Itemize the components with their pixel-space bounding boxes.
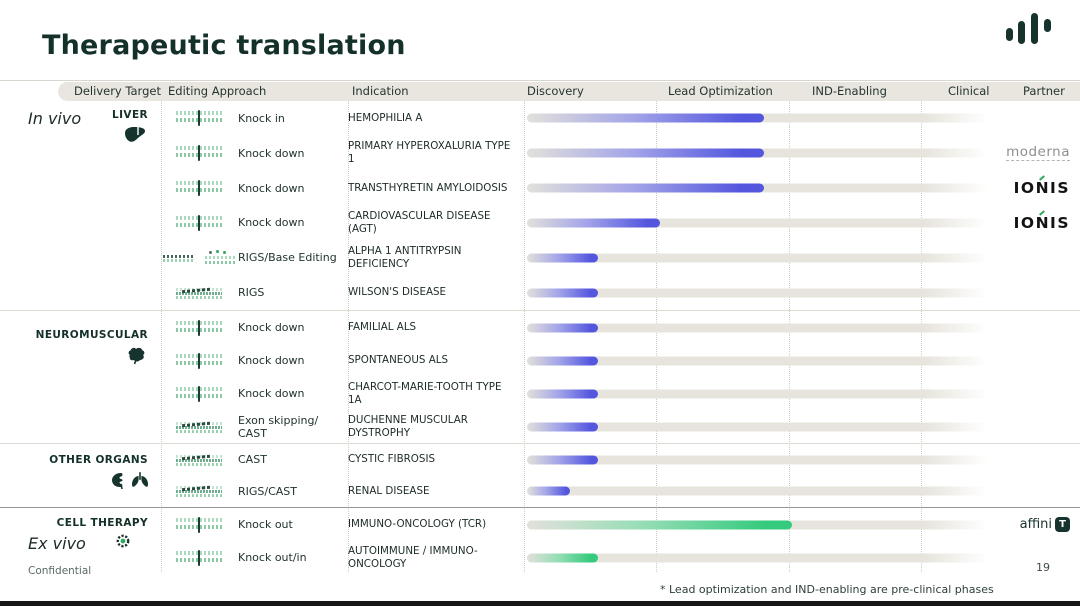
pipeline-chart-cell [524, 344, 998, 377]
col-header-indication: Indication [352, 84, 409, 98]
progress-bar [527, 218, 660, 227]
partner-cell [998, 214, 1080, 232]
page-number: 19 [1036, 561, 1050, 574]
genome-edit-icon [176, 145, 222, 161]
editing-approach-label: Knock down [238, 216, 305, 230]
cell-icon [114, 532, 132, 550]
pipeline-row [160, 240, 1080, 275]
target-label: OTHER ORGANS [49, 454, 148, 466]
pipeline-chart-cell [524, 275, 998, 310]
progress-bar [527, 288, 598, 297]
genome-edit-icon [176, 180, 222, 196]
indication-label: HEMOPHILIA A [348, 111, 423, 124]
indication-label: ALPHA 1 ANTITRYPSIN DEFICIENCY [348, 244, 462, 270]
indication-label: CYSTIC FIBROSIS [348, 453, 436, 466]
table-top-divider [0, 80, 1080, 81]
col-header-lead-optimization: Lead Optimization [668, 84, 773, 98]
section-cell-therapy [0, 507, 1080, 574]
section-other-organs [0, 443, 1080, 507]
col-header-discovery: Discovery [527, 84, 584, 98]
pipeline-row [160, 136, 1080, 171]
genome-edit-icon [176, 285, 222, 301]
progress-bar [527, 114, 764, 123]
pipeline-chart-cell [524, 171, 998, 206]
column-header-row [58, 82, 1080, 101]
progress-bar [527, 149, 764, 158]
pipeline-chart-cell [524, 476, 998, 508]
pipeline-chart-cell [524, 377, 998, 410]
genome-edit-icon [176, 320, 222, 336]
delivery-target-cell [0, 508, 160, 574]
indication-label: CARDIOVASCULAR DISEASE (AGT) [348, 210, 491, 235]
indication-label: DUCHENNE MUSCULAR DYSTROPHY [348, 413, 468, 439]
editing-approach-label: RIGS [238, 286, 265, 300]
ionis-logo: IONIS [1013, 179, 1070, 198]
pipeline-row [160, 508, 1080, 541]
genome-edit-icon [176, 386, 222, 402]
affini-t-text: affini [1019, 517, 1052, 532]
pipeline-row [160, 541, 1080, 574]
slide-bottom-bar [0, 601, 1080, 606]
progress-bar [527, 553, 598, 562]
pipeline-chart-cell [524, 311, 998, 344]
genome-edit-icon [163, 250, 235, 266]
editing-approach-label: Knock down [238, 321, 305, 334]
delivery-target-cell [0, 101, 160, 310]
delivery-target-cell [0, 444, 160, 507]
genome-edit-icon [176, 419, 222, 435]
progress-bar [527, 455, 598, 464]
col-header-delivery-target: Delivery Target [74, 84, 161, 98]
kidney-lungs-icon [110, 472, 150, 490]
target-label: LIVER [112, 109, 148, 121]
partner-cell [998, 179, 1080, 197]
pipeline-chart-cell [524, 101, 998, 136]
section-liver [0, 101, 1080, 310]
progress-bar [527, 389, 598, 398]
target-label: NEUROMUSCULAR [35, 329, 148, 341]
progress-bar [527, 487, 570, 496]
progress-bar [527, 253, 598, 262]
bar-track [527, 487, 988, 496]
delivery-target-cell [0, 311, 160, 443]
footnote: * Lead optimization and IND-enabling are pre-clinical phases [660, 583, 994, 596]
company-logo-icon [1004, 12, 1058, 58]
editing-approach-label: RIGS/Base Editing [238, 251, 337, 265]
kidney-icon [110, 472, 126, 490]
pipeline-row [160, 101, 1080, 136]
pipeline-table [0, 101, 1080, 572]
indication-label: RENAL DISEASE [348, 484, 430, 497]
genome-edit-icon [176, 517, 222, 533]
col-header-ind-enabling: IND-Enabling [812, 84, 887, 98]
progress-bar [527, 184, 764, 193]
pipeline-row [160, 476, 1080, 508]
page-title: Therapeutic translation [42, 30, 406, 61]
genome-edit-icon [176, 353, 222, 369]
indication-label: CHARCOT-MARIE-TOOTH TYPE 1A [348, 380, 502, 406]
pipeline-chart-cell [524, 508, 998, 541]
pipeline-row [160, 311, 1080, 344]
col-header-clinical: Clinical [948, 84, 990, 98]
affini-t-badge-icon: T [1055, 517, 1070, 532]
genome-edit-icon [176, 452, 222, 468]
pipeline-row [160, 344, 1080, 377]
section-neuromuscular [0, 310, 1080, 443]
editing-approach-label: Knock down [238, 181, 305, 195]
pipeline-chart-cell [524, 205, 998, 240]
progress-bar [527, 520, 792, 529]
indication-label: PRIMARY HYPEROXALURIA TYPE 1 [348, 140, 511, 166]
indication-label: SPONTANEOUS ALS [348, 354, 449, 367]
pipeline-chart-cell [524, 444, 998, 476]
pipeline-row [160, 377, 1080, 410]
genome-edit-icon [176, 110, 222, 126]
editing-approach-label: CAST [238, 453, 267, 467]
affini-t-logo [1020, 517, 1070, 532]
pipeline-row [160, 444, 1080, 476]
liver-icon [124, 126, 146, 144]
editing-approach-label: Exon skipping/ CAST [238, 413, 319, 440]
confidential-label: Confidential [28, 565, 92, 577]
genome-edit-icon [176, 483, 222, 499]
editing-approach-label: Knock out/in [238, 551, 307, 564]
group-label-ex-vivo: Ex vivo [28, 534, 86, 553]
indication-label: TRANSTHYRETIN AMYLOIDOSIS [348, 181, 508, 194]
pipeline-row [160, 275, 1080, 310]
brain-icon [126, 347, 146, 365]
progress-bar [527, 323, 598, 332]
lungs-icon [130, 472, 150, 490]
editing-approach-label: Knock in [238, 111, 285, 125]
pipeline-chart-cell [524, 541, 998, 574]
indication-label: WILSON'S DISEASE [348, 286, 447, 299]
pipeline-chart-cell [524, 136, 998, 171]
pipeline-row [160, 171, 1080, 206]
progress-bar [527, 422, 598, 431]
partner-cell [998, 517, 1080, 532]
editing-approach-label: Knock down [238, 354, 305, 367]
col-header-editing-approach: Editing Approach [168, 84, 267, 98]
pipeline-row [160, 205, 1080, 240]
target-label: CELL THERAPY [56, 517, 148, 529]
col-header-partner: Partner [1023, 84, 1065, 98]
editing-approach-label: Knock down [238, 387, 305, 400]
progress-bar [527, 356, 598, 365]
indication-label: IMMUNO-ONCOLOGY (TCR) [348, 518, 487, 531]
moderna-logo: moderna [1006, 144, 1070, 161]
editing-approach-label: Knock down [238, 146, 305, 160]
editing-approach-label: Knock out [238, 518, 293, 531]
ionis-logo: IONIS [1013, 213, 1070, 232]
indication-label: AUTOIMMUNE / IMMUNO-ONCOLOGY [348, 544, 478, 570]
group-label-in-vivo: In vivo [28, 109, 82, 128]
pipeline-chart-cell [524, 240, 998, 275]
editing-approach-label: RIGS/CAST [238, 484, 298, 498]
genome-edit-icon [176, 550, 222, 566]
pipeline-row [160, 410, 1080, 443]
indication-label: FAMILIAL ALS [348, 321, 417, 334]
pipeline-chart-cell [524, 410, 998, 443]
partner-cell [998, 145, 1080, 161]
genome-edit-icon [176, 215, 222, 231]
